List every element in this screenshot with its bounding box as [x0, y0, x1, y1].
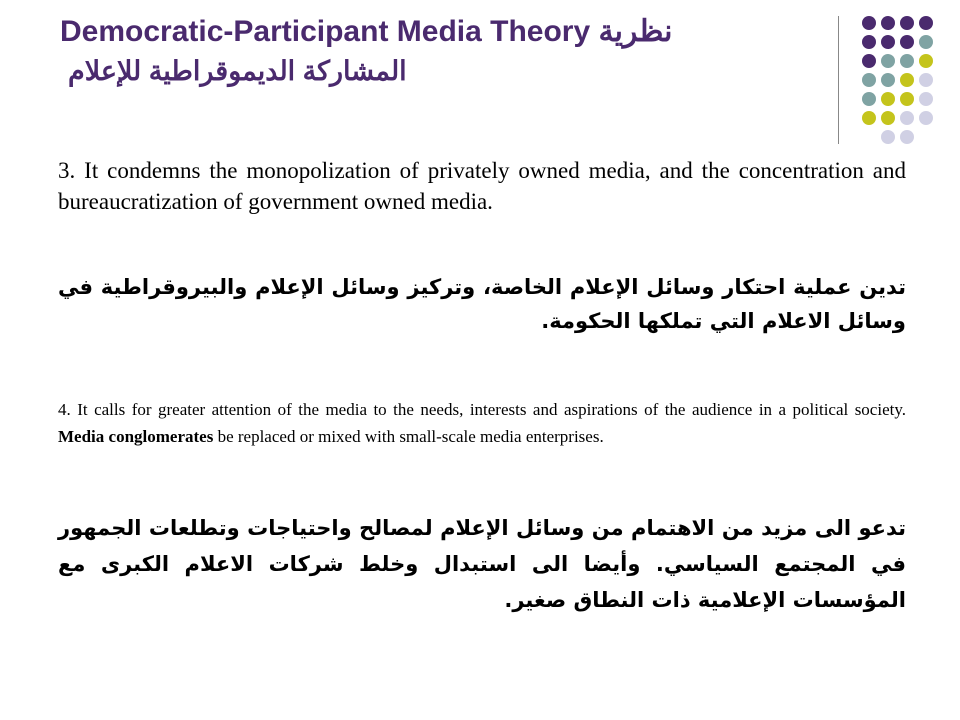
point-4-text-a: 4. It calls for greater attention of the media to the needs, interests and aspirations of the audience in a political society.	[58, 400, 906, 419]
decorative-dot	[862, 35, 876, 49]
decorative-dot	[862, 111, 876, 125]
point-3-english: 3. It condemns the monopolization of privately owned media, and the concentration and bureaucratization of government owned media.	[58, 158, 906, 214]
point-4-text-b: be replaced or mixed with small-scale media enterprises.	[217, 427, 604, 446]
decorative-dot	[919, 111, 933, 125]
decorative-dot	[881, 16, 895, 30]
decorative-dot	[919, 73, 933, 87]
decorative-dot	[881, 35, 895, 49]
decorative-dot	[862, 92, 876, 106]
decorative-dot	[900, 73, 914, 87]
title-arabic-subtitle: المشاركة الديموقراطية للإعلام	[68, 56, 407, 86]
slide-title	[60, 12, 820, 90]
decorative-dot	[881, 73, 895, 87]
title-english: Democratic-Participant Media Theory	[60, 15, 591, 48]
decorative-dot	[900, 92, 914, 106]
decorative-dot	[919, 16, 933, 30]
decorative-dot	[900, 35, 914, 49]
decorative-dot	[900, 16, 914, 30]
decorative-dot	[900, 111, 914, 125]
decorative-dot	[919, 54, 933, 68]
decorative-dot	[862, 73, 876, 87]
decorative-dot	[900, 54, 914, 68]
decorative-dot	[862, 16, 876, 30]
decorative-dot	[881, 130, 895, 144]
point-4-arabic: تدعو الى مزيد من الاهتمام من وسائل الإعلام لمصالح واحتياجات وتطلعات الجمهور في المجتمع السياسي. وأيضا الى استبدال وخلط شركات الاعلام الكبرى مع المؤسسات الإعلامية ذات النطاق صغير.	[58, 516, 906, 612]
title-divider-line	[838, 16, 839, 144]
point-3-arabic: تدين عملية احتكار وسائل الإعلام الخاصة، وتركيز وسائل الإعلام والبيروقراطية في وسائل الاعلام التي تملكها الحكومة.	[58, 275, 906, 333]
point-4-english	[58, 396, 906, 450]
decorative-dot	[919, 35, 933, 49]
decorative-dot	[881, 92, 895, 106]
decorative-dot	[881, 111, 895, 125]
decorative-dot	[900, 130, 914, 144]
title-arabic-word: نظرية	[598, 15, 673, 48]
point-4-bold-term: Media conglomerates	[58, 427, 214, 446]
decorative-dot	[919, 92, 933, 106]
decorative-dot	[862, 54, 876, 68]
decorative-dot	[881, 54, 895, 68]
